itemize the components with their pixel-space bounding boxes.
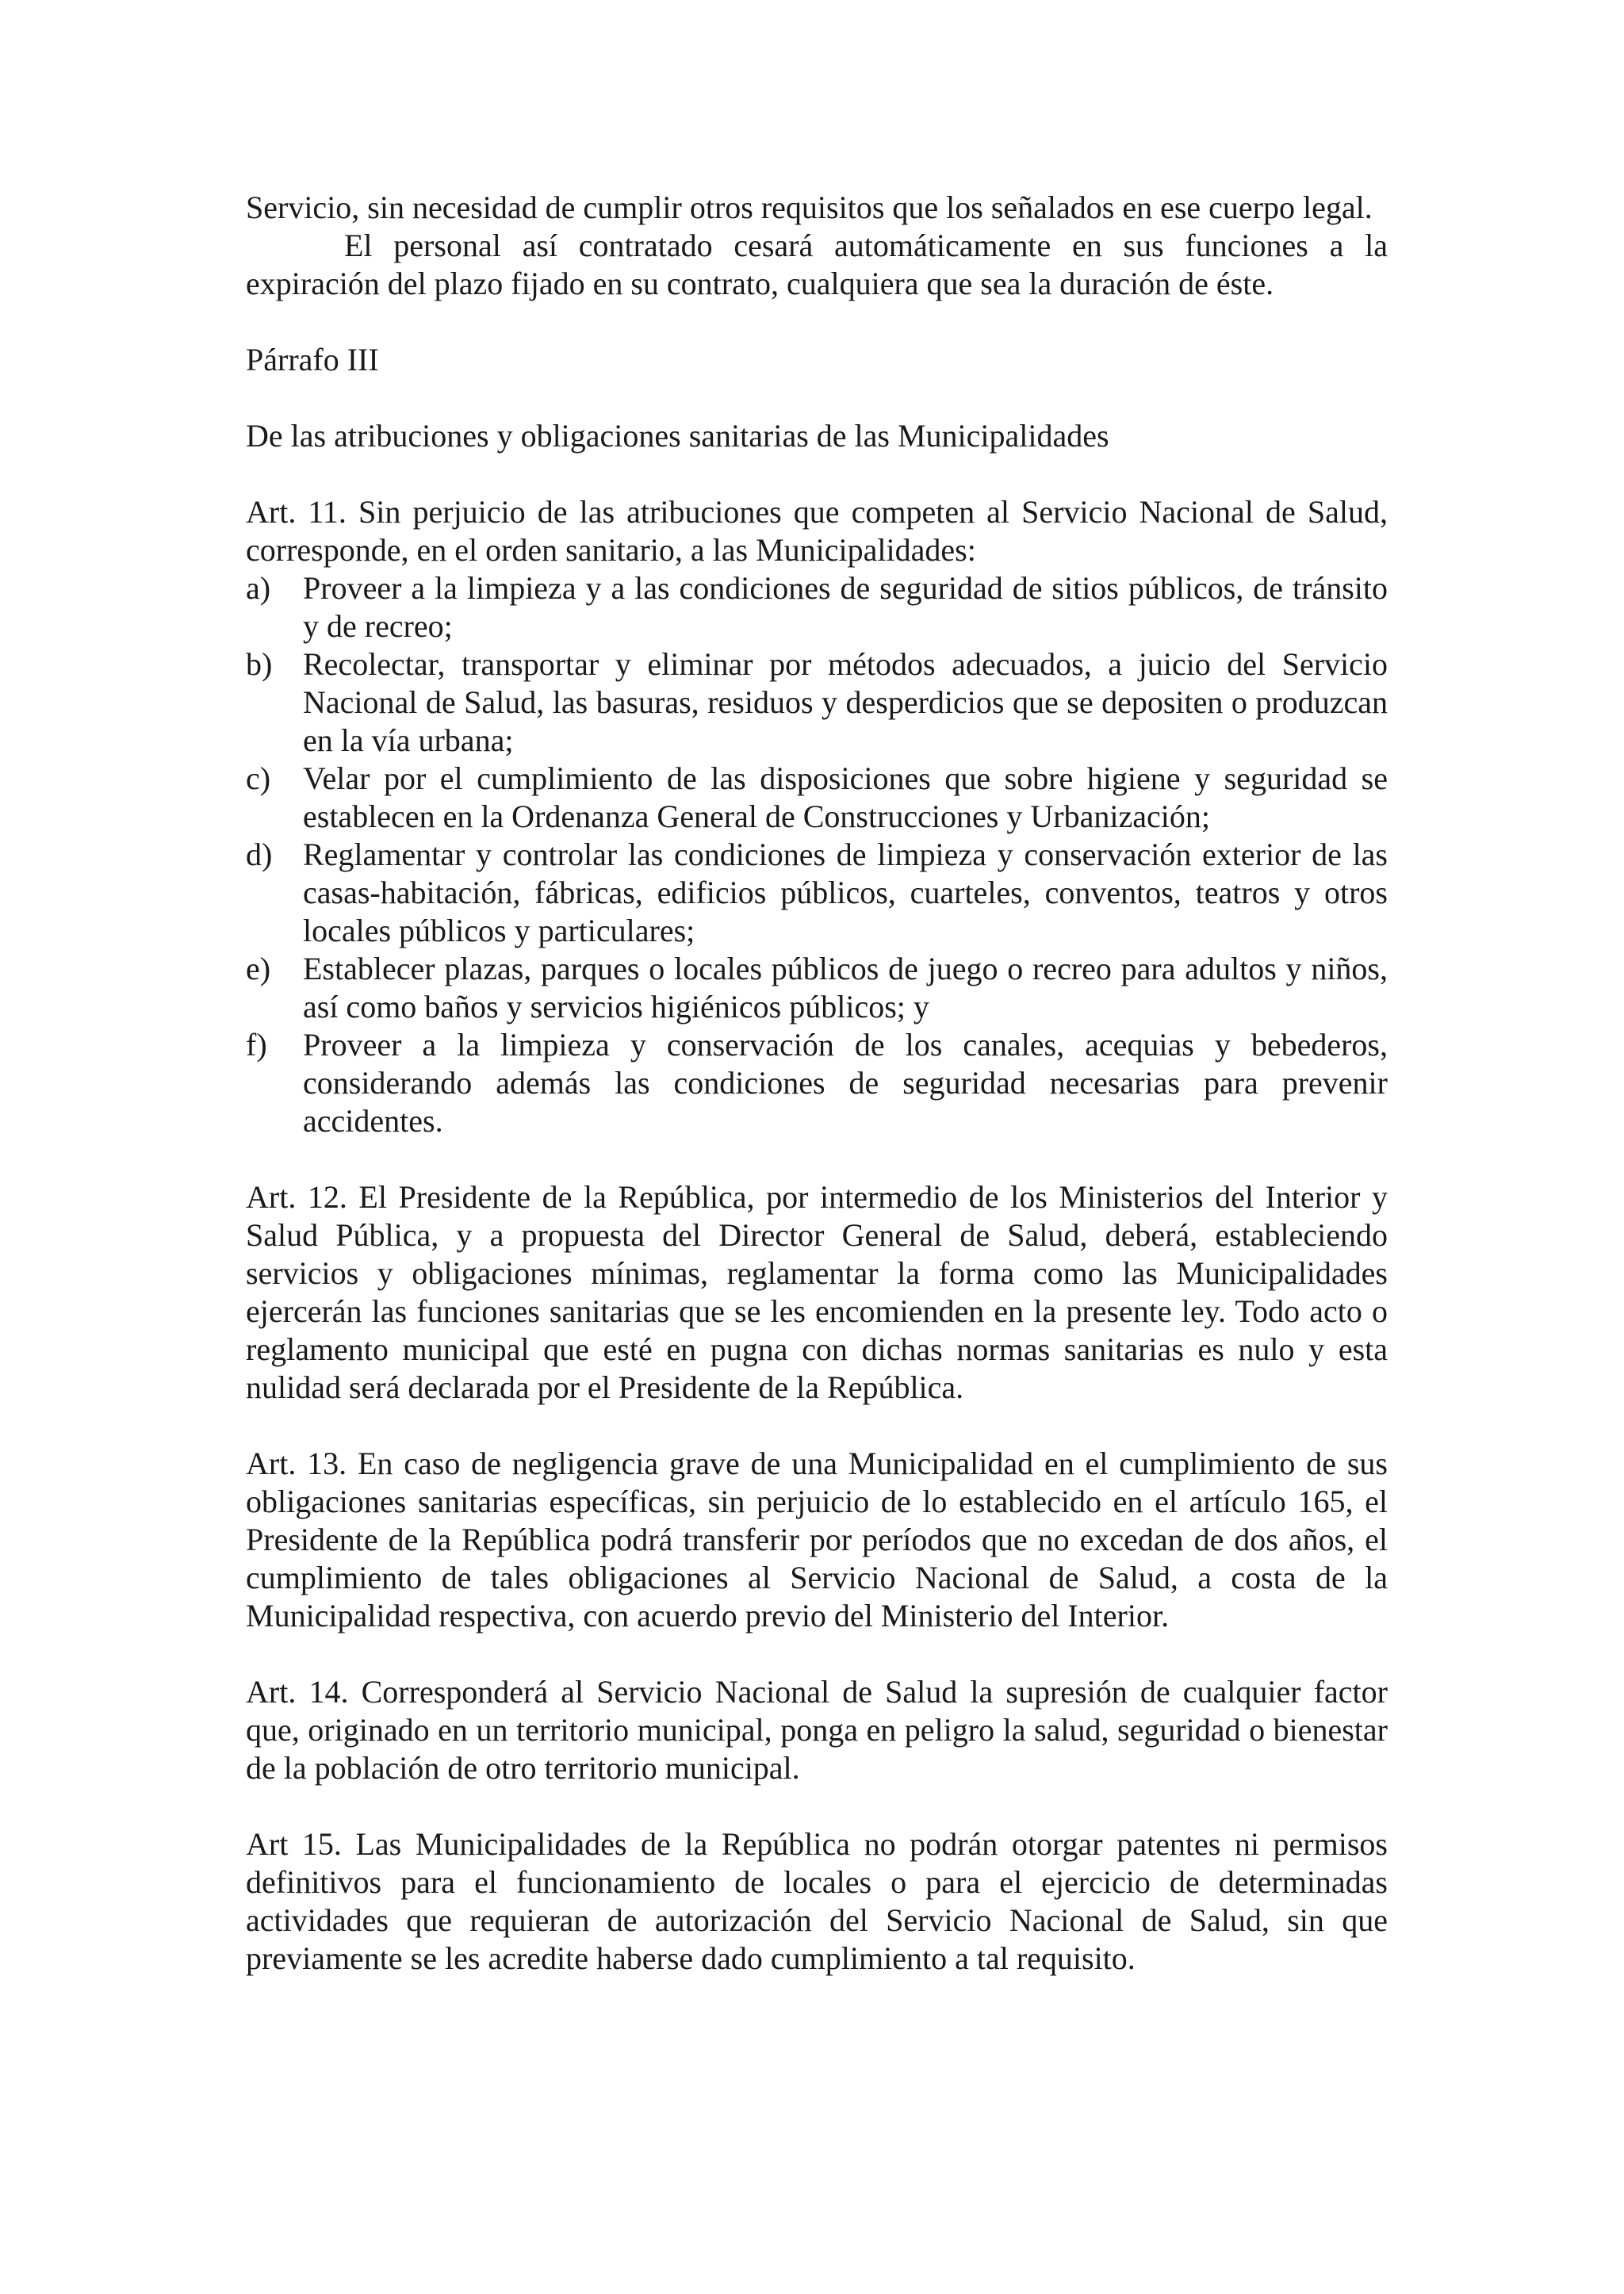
list-item-label: d) [246, 837, 273, 872]
document-page [246, 189, 1388, 1978]
article-13-text: Art. 13. En caso de negligencia grave de una Municipalidad en el cumplimiento de sus obligaciones sanitarias específicas, sin perjuicio de lo establecido en el artículo 165, el Presidente de la República podrá transferir por períodos que no excedan de dos años, el cumplimiento de tales obligaciones al Servicio Nacional de Salud, a costa de la Municipalidad respectiva, con acuerdo previo del Ministerio del Interior. [246, 1446, 1388, 1633]
article-14-text: Art. 14. Corresponderá al Servicio Nacional de Salud la supresión de cualquier factor que, originado en un territorio municipal, ponga en peligro la salud, seguridad o bienestar de la población de otro territorio municipal. [246, 1674, 1388, 1786]
article-11-text: Art. 11. Sin perjuicio de las atribuciones que competen al Servicio Nacional de Salud, corresponde, en el orden sanitario, a las Municipalidades: [246, 494, 1388, 568]
list-item-text: Proveer a la limpieza y conservación de los canales, acequias y bebederos, considerando además las condiciones de seguridad necesarias para prevenir accidentes. [303, 1027, 1388, 1139]
list-item-label: e) [246, 951, 271, 986]
list-item-e [246, 950, 1388, 1026]
list-item-c [246, 760, 1388, 836]
list-item-text: Reglamentar y controlar las condiciones de limpieza y conservación exterior de las casas-habitación, fábricas, edificios públicos, cuarteles, conventos, teatros y otros locales públicos y particulares; [303, 837, 1388, 948]
section-heading: Párrafo III [246, 342, 379, 377]
article-15-text: Art 15. Las Municipalidades de la República no podrán otorgar patentes ni permisos definitivos para el funcionamiento de locales o para el ejercicio de determinadas actividades que requieran de autorización del Servicio Nacional de Salud, sin que previamente se les acredite haberse dado cumplimiento a tal requisito. [246, 1826, 1388, 1976]
section-title: De las atribuciones y obligaciones sanitarias de las Municipalidades [246, 418, 1109, 454]
list-item-f [246, 1026, 1388, 1140]
list-item-text: Proveer a la limpieza y a las condiciones de seguridad de sitios públicos, de tránsito y de recreo; [303, 570, 1388, 644]
list-item-b [246, 645, 1388, 760]
list-item-label: b) [246, 646, 273, 682]
list-item-text: Velar por el cumplimiento de las disposiciones que sobre higiene y seguridad se establecen en la Ordenanza General de Construcciones y Urbanización; [303, 760, 1388, 834]
article-12-text: Art. 12. El Presidente de la República, por intermedio de los Ministerios del Interior y Salud Pública, y a propuesta del Director General de Salud, deberá, estableciendo servicios y obligaciones mínimas, reglamentar la forma como las Municipalidades ejercerán las funciones sanitarias que se les encomienden en la presente ley. Todo acto o reglamento municipal que esté en pugna con dichas normas sanitarias es nulo y esta nulidad será declarada por el Presidente de la República. [246, 1179, 1388, 1405]
list-item-label: c) [246, 760, 271, 796]
intro-paragraph-2: El personal así contratado cesará automáticamente en sus funciones a la expiración del plazo fijado en su contrato, cualquiera que sea la duración de éste. [246, 228, 1388, 301]
list-item-label: f) [246, 1027, 267, 1063]
list-item-text: Establecer plazas, parques o locales públicos de juego o recreo para adultos y niños, así como baños y servicios higiénicos públicos; y [303, 951, 1388, 1024]
list-item-text: Recolectar, transportar y eliminar por métodos adecuados, a juicio del Servicio Nacional de Salud, las basuras, residuos y desperdicios que se depositen o produzcan en la vía urbana; [303, 646, 1388, 758]
list-item-label: a) [246, 570, 271, 606]
list-item-a [246, 569, 1388, 645]
list-item-d [246, 836, 1388, 950]
intro-paragraph-1: Servicio, sin necesidad de cumplir otros requisitos que los señalados en ese cuerpo legal. [246, 190, 1373, 225]
